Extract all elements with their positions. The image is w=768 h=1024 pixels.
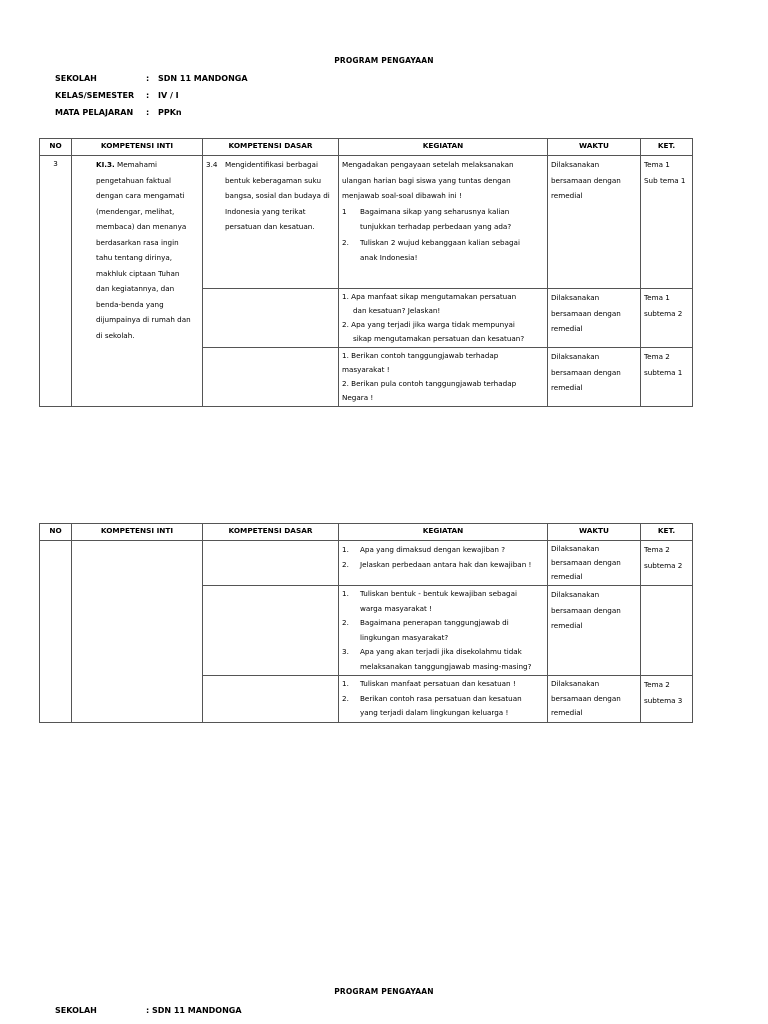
cell-ket: Tema 1 subtema 2 [641, 289, 693, 348]
cell-kd [203, 676, 339, 723]
cell-waktu: Dilaksanakan bersamaan dengan remedial [548, 586, 641, 676]
next-page-meta: SEKOLAH : SDN 11 MANDONGA [55, 1006, 242, 1015]
cell-no: 3 [40, 156, 72, 407]
cell-waktu: Dilaksanakan bersamaan dengan remedial [548, 676, 641, 723]
cell-no [40, 541, 72, 723]
header-kd: KOMPETENSI DASAR [203, 139, 339, 156]
next-page-title: PROGRAM PENGAYAAN [334, 987, 434, 996]
cell-ket: Tema 2 subtema 2 [641, 541, 693, 586]
cell-kegiatan: 1. Berikan contoh tanggungjawab terhadap masyarakat ! 2. Berikan pula contoh tanggungjawab terhadap Negara ! [339, 348, 548, 407]
cell-kegiatan: 1. Tuliskan bentuk - bentuk kewajiban sebagai warga masyarakat ! 2. Bagaimana penerapan tanggungjawab di lingkungan masyarakat? 3. Apa yang akan terjadi jika disekolahmu tidak melaksanakan tanggungjawab masing-masing? [339, 586, 548, 676]
cell-kd [203, 586, 339, 676]
header-ki: KOMPETENSI INTI [72, 524, 203, 541]
meta-row-school: SEKOLAH : SDN 11 MANDONGA [55, 74, 248, 83]
cell-waktu: Dilaksanakan bersamaan dengan remedial [548, 348, 641, 407]
cell-kd: 3.4 Mengidentifikasi berbagai bentuk keberagaman suku bangsa, sosial dan budaya di Indonesia yang terikat persatuan dan kesatuan. [203, 156, 339, 289]
cell-kd [203, 541, 339, 586]
header-waktu: WAKTU [548, 139, 641, 156]
header-kd: KOMPETENSI DASAR [203, 524, 339, 541]
table-header-row [40, 524, 693, 541]
cell-waktu: Dilaksanakan bersamaan dengan remedial [548, 156, 641, 289]
cell-ket: Tema 2 subtema 1 [641, 348, 693, 407]
cell-waktu: Dilaksanakan bersamaan dengan remedial [548, 541, 641, 586]
header-kegiatan: KEGIATAN [339, 139, 548, 156]
cell-waktu: Dilaksanakan bersamaan dengan remedial [548, 289, 641, 348]
page-title: PROGRAM PENGAYAAN [334, 56, 434, 65]
meta-row-subject: MATA PELAJARAN : PPKn [55, 108, 182, 117]
cell-kd [203, 348, 339, 407]
header-ki: KOMPETENSI INTI [72, 139, 203, 156]
cell-ket [641, 586, 693, 676]
meta-row-class: KELAS/SEMESTER : IV / I [55, 91, 179, 100]
table-header-row [40, 139, 693, 156]
cell-ket: Tema 1 Sub tema 1 [641, 156, 693, 289]
cell-kegiatan: 1. Apa manfaat sikap mengutamakan persatuan dan kesatuan? Jelaskan! 2. Apa yang terjadi jika warga tidak mempunyai sikap mengutamakan persatuan dan kesatuan? [339, 289, 548, 348]
header-kegiatan: KEGIATAN [339, 524, 548, 541]
header-waktu: WAKTU [548, 524, 641, 541]
header-no: NO [40, 524, 72, 541]
table-row [40, 541, 693, 586]
cell-kd [203, 289, 339, 348]
cell-ki: KI.3. Memahami pengetahuan faktual dengan cara mengamati (mendengar, melihat, membaca) dan menanya berdasarkan rasa ingin tahu tentang dirinya, makhluk ciptaan Tuhan dan kegiatannya, dan benda-benda yang dijumpainya di rumah dan di sekolah. [72, 156, 203, 407]
cell-ki [72, 541, 203, 723]
enrichment-table-2 [39, 523, 693, 723]
table-row [40, 156, 693, 289]
meta-block [55, 74, 248, 125]
header-no: NO [40, 139, 72, 156]
cell-kegiatan: Mengadakan pengayaan setelah melaksanakan ulangan harian bagi siswa yang tuntas dengan menjawab soal-soal dibawah ini ! 1 Bagaimana sikap yang seharusnya kalian tunjukkan terhadap perbedaan yang ada? 2. Tuliskan 2 wujud kebanggaan kalian sebagai anak Indonesia! [339, 156, 548, 289]
header-ket: KET. [641, 524, 693, 541]
header-ket: KET. [641, 139, 693, 156]
cell-kegiatan: 1. Apa yang dimaksud dengan kewajiban ? 2. Jelaskan perbedaan antara hak dan kewajiban ! [339, 541, 548, 586]
cell-ket: Tema 2 subtema 3 [641, 676, 693, 723]
cell-kegiatan: 1. Tuliskan manfaat persatuan dan kesatuan ! 2. Berikan contoh rasa persatuan dan kesatuan yang terjadi dalam lingkungan keluarga ! [339, 676, 548, 723]
enrichment-table-1 [39, 138, 693, 407]
